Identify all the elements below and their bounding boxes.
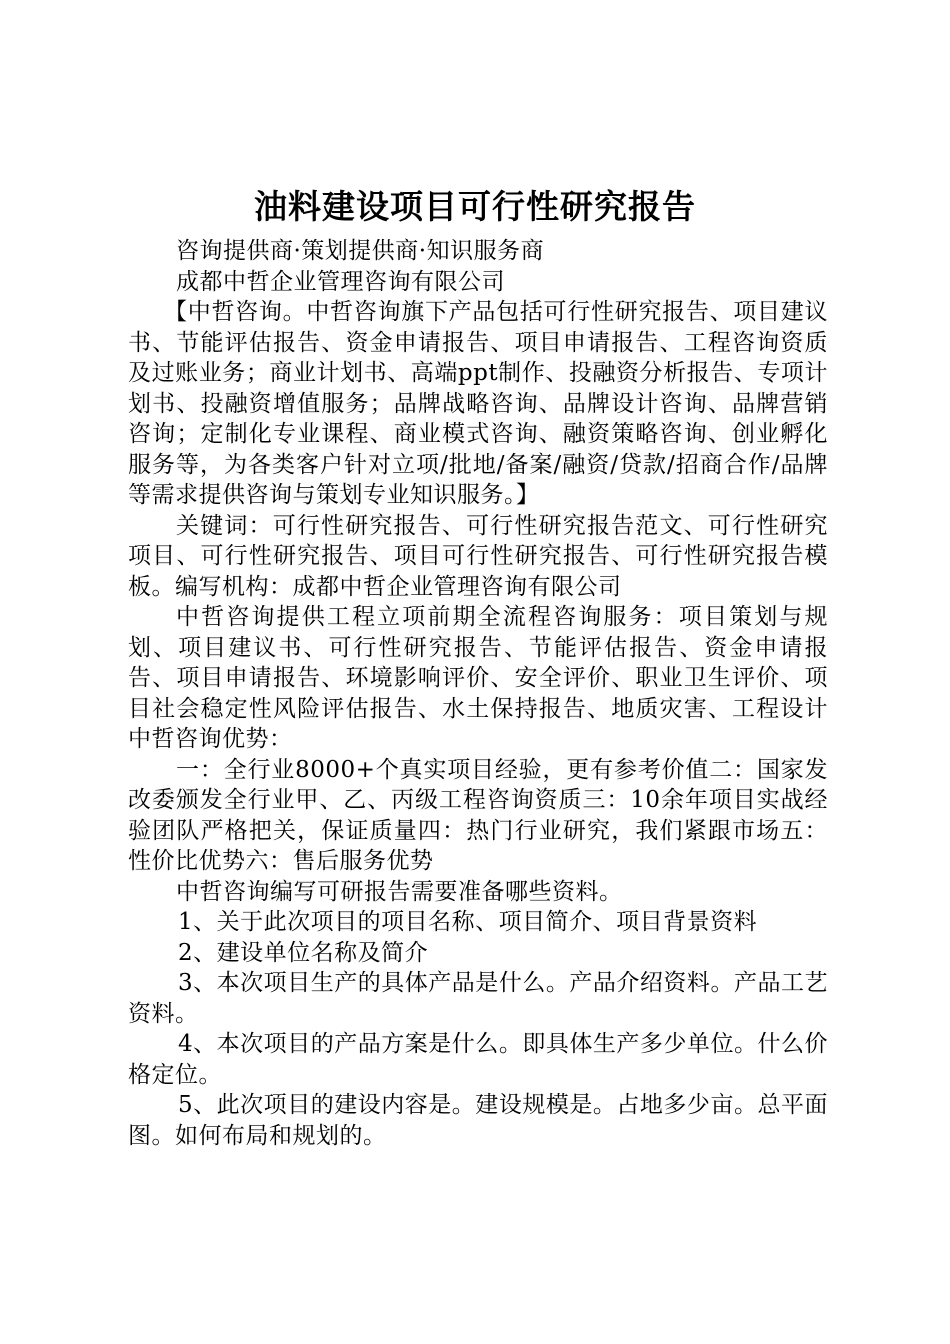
- list-item: 1、关于此次项目的项目名称、项目简介、项目背景资料: [178, 909, 758, 935]
- keywords-paragraph: 关键词：可行性研究报告、可行性研究报告范文、可行性研究项目、可行性研究报告、项目可行性研究报告、可行性研究报告模板。编写机构：成都中哲企业管理咨询有限公司: [128, 512, 828, 600]
- document-body: [128, 236, 828, 1151]
- services-paragraph: 中哲咨询提供工程立项前期全流程咨询服务：项目策划与规划、项目建议书、可行性研究报告、节能评估报告、资金申请报告、项目申请报告、环境影响评价、安全评价、职业卫生评价、项目社会稳定性风险评估报告、水土保持报告、地质灾害、工程设计中哲咨询优势：: [128, 604, 828, 752]
- intro-paragraph: 【中哲咨询。中哲咨询旗下产品包括可行性研究报告、项目建议书、节能评估报告、资金申请报告、项目申请报告、工程咨询资质及过账业务；商业计划书、高端ppt制作、投融资分析报告、专项计划书、投融资增值服务；品牌战略咨询、品牌设计咨询、品牌营销咨询；定制化专业课程、商业模式咨询、融资策略咨询、创业孵化服务等，为各类客户针对立项/批地/备案/融资/贷款/招商合作/品牌等需求提供咨询与策划专业知识服务。】: [128, 299, 828, 508]
- company-name: 成都中哲企业管理咨询有限公司: [176, 268, 505, 295]
- provider-tagline: 咨询提供商·策划提供商·知识服务商: [176, 238, 545, 264]
- list-item: 4、本次项目的产品方案是什么。即具体生产多少单位。什么价格定位。: [128, 1031, 828, 1088]
- materials-heading: 中哲咨询编写可研报告需要准备哪些资料。: [176, 878, 623, 905]
- list-item: 3、本次项目生产的具体产品是什么。产品介绍资料。产品工艺资料。: [128, 970, 828, 1027]
- list-item: 5、此次项目的建设内容是。建设规模是。占地多少亩。总平面图。如何布局和规划的。: [128, 1092, 828, 1149]
- list-item: 2、建设单位名称及简介: [178, 939, 429, 966]
- document-title: 油料建设项目可行性研究报告: [254, 187, 696, 226]
- advantages-paragraph: 一：全行业8000+个真实项目经验，更有参考价值二：国家发改委颁发全行业甲、乙、丙级工程咨询资质三：10余年项目实战经验团队严格把关，保证质量四：热门行业研究，我们紧跟市场五：性价比优势六：售后服务优势: [128, 756, 828, 874]
